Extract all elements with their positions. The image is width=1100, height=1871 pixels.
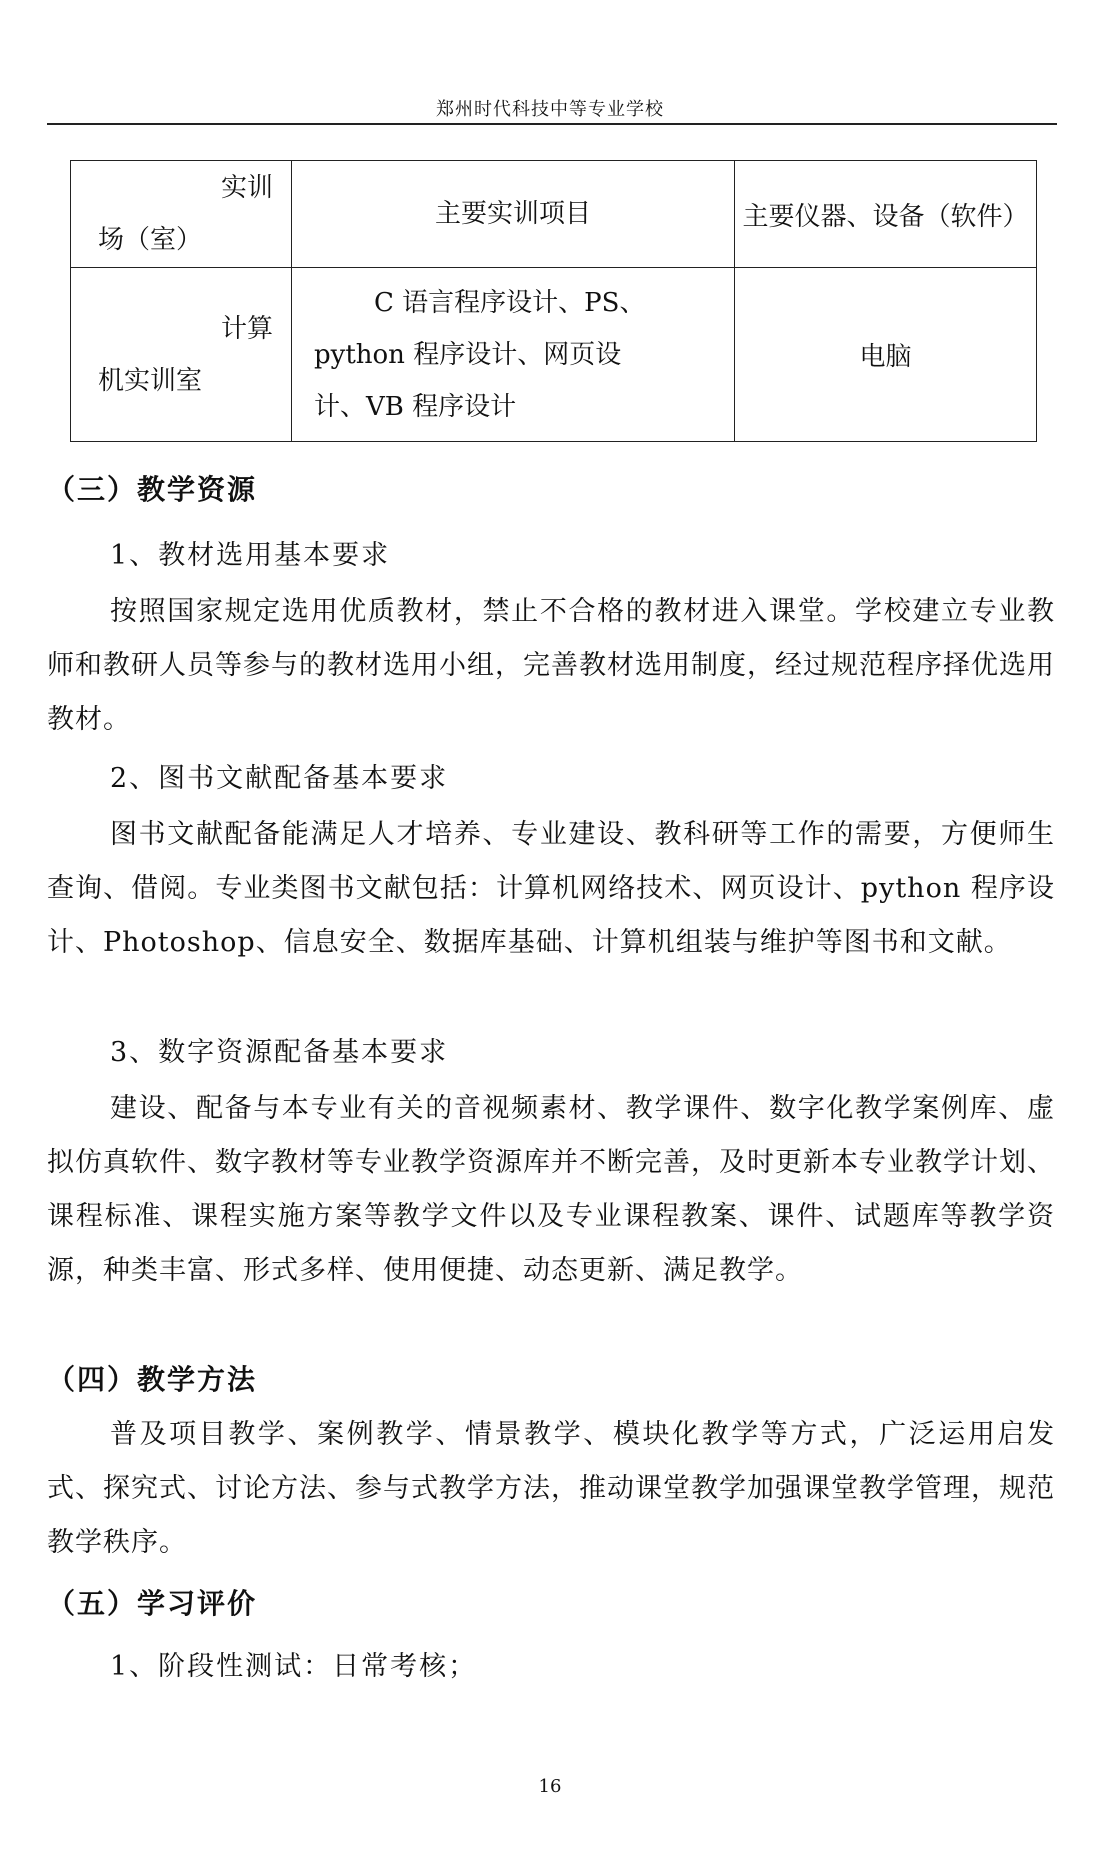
table-row (71, 268, 1037, 442)
paragraph-digital: 建设、配备与本专业有关的音视频素材、教学课件、数字化教学案例库、虚拟仿真软件、数字教材等专业教学资源库并不断完善，及时更新本专业教学计划、课程标准、课程实施方案等教学文件以及专业课程教案、课件、试题库等教学资源，种类丰富、形式多样、使用便捷、动态更新、满足教学。 (47, 1093, 1055, 1286)
section-heading-teaching-methods: （四）教学方法 (47, 1363, 258, 1396)
subheading-stage-test: 1、阶段性测试：日常考核； (110, 1651, 478, 1682)
subheading-textbook: 1、教材选用基本要求 (110, 540, 391, 571)
header-divider (47, 123, 1057, 125)
section-heading-teaching-resources: （三）教学资源 (47, 473, 258, 506)
subheading-digital: 3、数字资源配备基本要求 (110, 1037, 449, 1068)
projects-line3: 计、VB 程序设计 (314, 391, 517, 422)
header-room-line1: 实训 (220, 173, 273, 203)
projects-line1: C 语言程序设计、PS、 (374, 287, 646, 318)
header-cell-equipment: 主要仪器、设备（软件） (735, 161, 1037, 268)
training-facilities-table (70, 160, 1037, 442)
room-line2: 机实训室 (98, 365, 203, 396)
subheading-library: 2、图书文献配备基本要求 (110, 763, 449, 794)
document-header-title: 郑州时代科技中等专业学校 (436, 99, 664, 120)
page-number: 16 (538, 1776, 562, 1797)
table-header-row (71, 161, 1037, 268)
cell-equipment: 电脑 (735, 268, 1037, 442)
header-cell-room (71, 161, 292, 268)
section-heading-evaluation: （五）学习评价 (47, 1587, 258, 1620)
paragraph-library: 图书文献配备能满足人才培养、专业建设、教科研等工作的需要，方便师生查询、借阅。专业类图书文献包括：计算机网络技术、网页设计、python 程序设计、Photoshop、信息安全、数据库基础、计算机组装与维护等图书和文献。 (47, 819, 1055, 958)
cell-projects (292, 268, 735, 442)
cell-room (71, 268, 292, 442)
header-room-line2: 场（室） (98, 225, 203, 255)
paragraph-methods: 普及项目教学、案例教学、情景教学、模块化教学等方式，广泛运用启发式、探究式、讨论方法、参与式教学方法，推动课堂教学加强课堂教学管理，规范教学秩序。 (47, 1419, 1055, 1558)
header-cell-projects: 主要实训项目 (292, 161, 735, 268)
room-line1: 计算 (220, 313, 273, 344)
paragraph-textbook: 按照国家规定选用优质教材，禁止不合格的教材进入课堂。学校建立专业教师和教研人员等参与的教材选用小组，完善教材选用制度，经过规范程序择优选用教材。 (47, 596, 1055, 735)
projects-line2: python 程序设计、网页设 (314, 339, 622, 370)
